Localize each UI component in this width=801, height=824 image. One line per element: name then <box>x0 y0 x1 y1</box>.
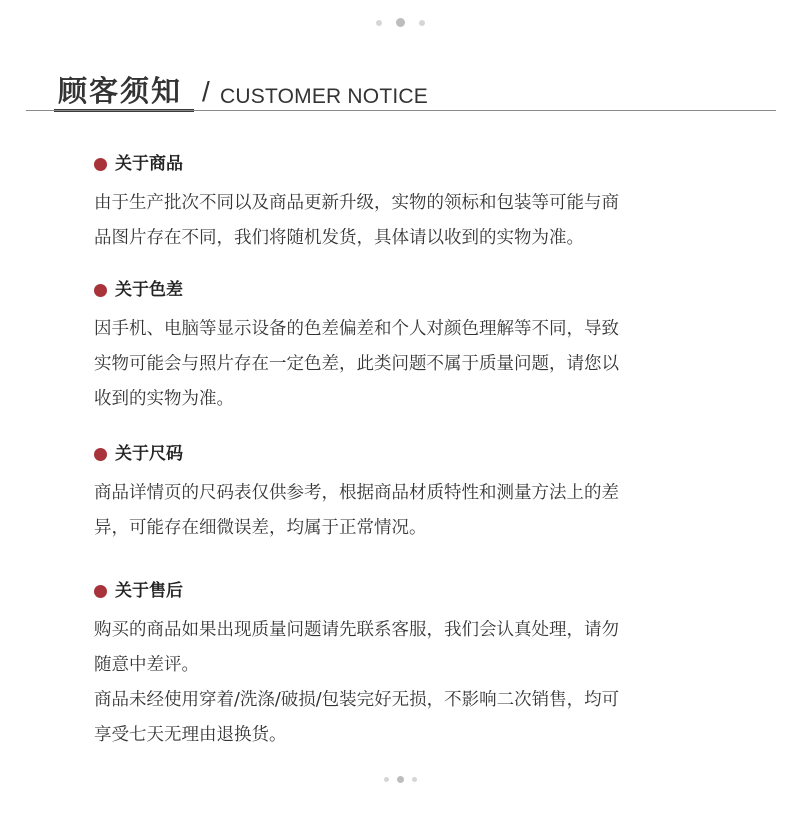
section-title: 关于售后 <box>115 581 183 601</box>
section-body <box>94 312 694 417</box>
paragraph-line: 实物可能会与照片存在一定色差，此类问题不属于质量问题，请您以 <box>94 354 619 374</box>
header-divider <box>26 110 776 111</box>
title-separator: / <box>202 76 210 107</box>
carousel-dot[interactable] <box>412 777 417 782</box>
page-title: 顾客须知 <box>58 74 183 108</box>
notice-header <box>0 72 801 116</box>
carousel-dot[interactable] <box>376 20 382 26</box>
paragraph-line: 因手机、电脑等显示设备的色差偏差和个人对颜色理解等不同，导致 <box>94 319 619 339</box>
top-carousel-dots <box>0 18 801 27</box>
paragraph-line: 收到的实物为准。 <box>94 389 234 409</box>
paragraph-line: 由于生产批次不同以及商品更新升级，实物的领标和包装等可能与商 <box>94 193 619 213</box>
bullet-dot-icon <box>94 284 107 297</box>
page-subtitle: CUSTOMER NOTICE <box>220 85 428 108</box>
bullet-dot-icon <box>94 448 107 461</box>
paragraph-line: 随意中差评。 <box>94 655 199 675</box>
paragraph-line: 品图片存在不同，我们将随机发货，具体请以收到的实物为准。 <box>94 228 584 248</box>
section-title: 关于尺码 <box>115 444 183 464</box>
section-heading <box>94 278 694 302</box>
paragraph-line: 异，可能存在细微误差，均属于正常情况。 <box>94 518 427 538</box>
section-size <box>94 442 694 546</box>
bullet-dot-icon <box>94 585 107 598</box>
paragraph-line: 享受七天无理由退换货。 <box>94 725 287 745</box>
bullet-dot-icon <box>94 158 107 171</box>
section-heading <box>94 442 694 466</box>
carousel-dot-active[interactable] <box>396 18 405 27</box>
section-product <box>94 152 694 256</box>
paragraph-line: 购买的商品如果出现质量问题请先联系客服，我们会认真处理，请勿 <box>94 620 619 640</box>
section-body <box>94 476 694 546</box>
section-title: 关于商品 <box>115 154 183 174</box>
section-body <box>94 186 694 256</box>
section-heading <box>94 579 694 603</box>
bottom-carousel-dots <box>0 776 801 783</box>
paragraph-line: 商品详情页的尺码表仅供参考，根据商品材质特性和测量方法上的差 <box>94 483 619 503</box>
section-after-sales <box>94 579 694 753</box>
section-color-difference <box>94 278 694 417</box>
paragraph-line: 商品未经使用穿着/洗涤/破损/包装完好无损，不影响二次销售，均可 <box>94 690 620 710</box>
carousel-dot[interactable] <box>419 20 425 26</box>
carousel-dot[interactable] <box>384 777 389 782</box>
section-body <box>94 613 694 753</box>
section-title: 关于色差 <box>115 280 183 300</box>
carousel-dot-active[interactable] <box>397 776 404 783</box>
section-heading <box>94 152 694 176</box>
